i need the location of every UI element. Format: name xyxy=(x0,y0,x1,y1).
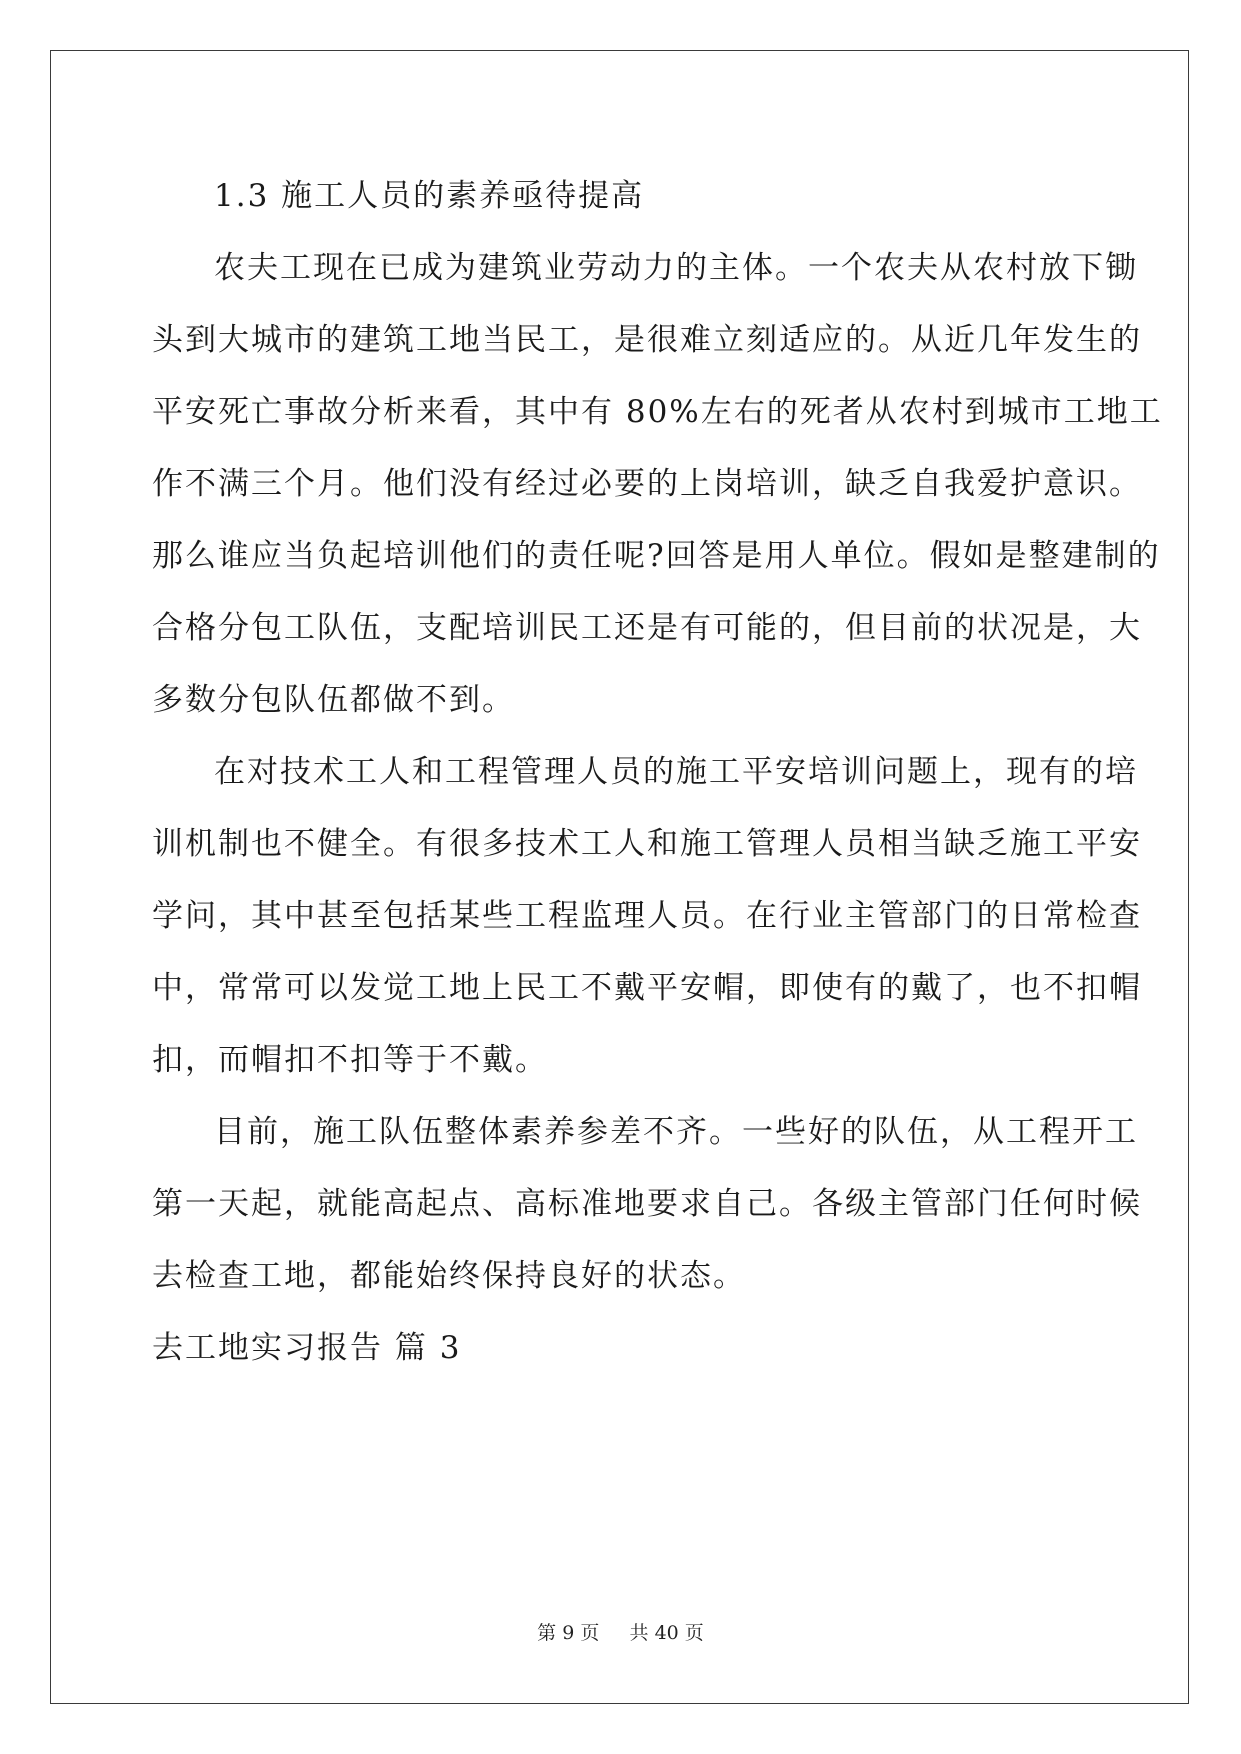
paragraph-line: 那么谁应当负起培训他们的责任呢?回答是用人单位。假如是整建制的 xyxy=(152,538,1161,574)
section-heading: 1.3 施工人员的素养亟待提高 xyxy=(214,178,645,214)
paragraph-line: 平安死亡事故分析来看，其中有 80%左右的死者从农村到城市工地工 xyxy=(152,394,1163,430)
paragraph-line: 训机制也不健全。有很多技术工人和施工管理人员相当缺乏施工平安 xyxy=(152,826,1142,862)
paragraph-line: 农夫工现在已成为建筑业劳动力的主体。一个农夫从农村放下锄 xyxy=(214,250,1138,286)
page-number: 第 9 页 xyxy=(537,1622,600,1644)
paragraph-line: 扣，而帽扣不扣等于不戴。 xyxy=(152,1042,548,1078)
paragraph-line: 目前，施工队伍整体素养参差不齐。一些好的队伍，从工程开工 xyxy=(214,1114,1138,1150)
report-title-line: 去工地实习报告 篇 3 xyxy=(152,1330,462,1366)
paragraph-line: 中，常常可以发觉工地上民工不戴平安帽，即使有的戴了，也不扣帽 xyxy=(152,970,1142,1006)
paragraph-line: 学问，其中甚至包括某些工程监理人员。在行业主管部门的日常检查 xyxy=(152,898,1142,934)
total-pages: 共 40 页 xyxy=(629,1622,704,1644)
paragraph-line: 第一天起，就能高起点、高标准地要求自己。各级主管部门任何时候 xyxy=(152,1186,1142,1222)
paragraph-line: 作不满三个月。他们没有经过必要的上岗培训，缺乏自我爱护意识。 xyxy=(152,466,1142,502)
document-body xyxy=(152,160,1163,1384)
paragraph-line: 多数分包队伍都做不到。 xyxy=(152,682,515,718)
paragraph-line: 去检查工地，都能始终保持良好的状态。 xyxy=(152,1258,746,1294)
page-footer xyxy=(0,1618,1241,1645)
paragraph-line: 头到大城市的建筑工地当民工，是很难立刻适应的。从近几年发生的 xyxy=(152,322,1142,358)
paragraph-line: 在对技术工人和工程管理人员的施工平安培训问题上，现有的培 xyxy=(214,754,1138,790)
paragraph-line: 合格分包工队伍，支配培训民工还是有可能的，但目前的状况是，大 xyxy=(152,610,1142,646)
